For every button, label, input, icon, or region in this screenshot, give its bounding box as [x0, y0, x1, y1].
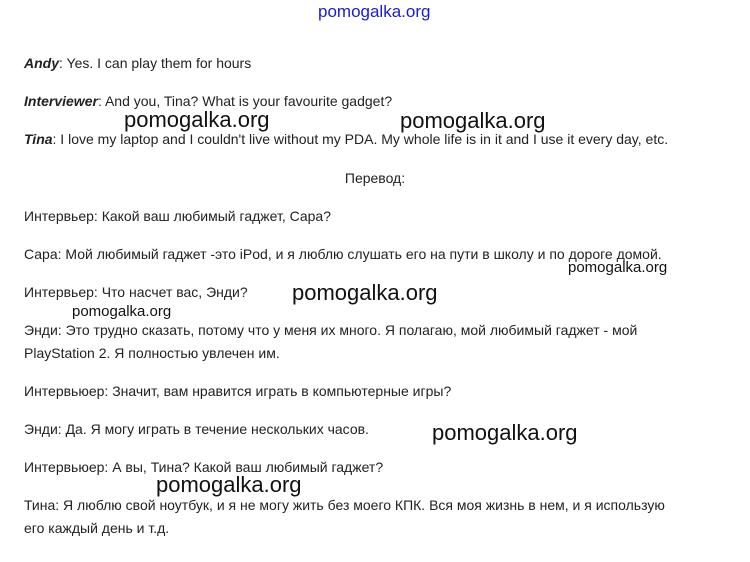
speaker-andy: Andy	[24, 55, 59, 71]
watermark: pomogalka.org	[292, 280, 438, 305]
line-text: : Yes. I can play them for hours	[59, 55, 252, 71]
translation-line: Тина: Я люблю свой ноутбук, и я не могу жить без моего КПК. Вся моя жизнь в нем, и я использую	[24, 497, 665, 513]
watermark: pomogalka.org	[72, 303, 172, 320]
english-line-andy	[24, 54, 251, 72]
watermark: pomogalka.org	[568, 259, 668, 276]
watermark: pomogalka.org	[156, 472, 302, 497]
watermark: pomogalka.org	[124, 107, 270, 132]
watermark-top: pomogalka.org	[318, 2, 431, 21]
line-text: : And you, Tina? What is your favourite gadget?	[97, 93, 393, 109]
translation-line: Сара: Мой любимый гаджет -это iPod, и я люблю слушать его на пути в школу и по дороге домой.	[24, 246, 662, 262]
translation-line: Интервьер: Какой ваш любимый гаджет, Сара?	[24, 208, 332, 224]
translation-heading: Перевод:	[344, 170, 406, 186]
translation-line: Интервьюер: А вы, Тина? Какой ваш любимый гаджет?	[24, 459, 384, 475]
translation-line: Энди: Это трудно сказать, потому что у меня их много. Я полагаю, мой любимый гаджет - мой	[24, 322, 638, 338]
line-text: : I love my laptop and I couldn't live without my PDA. My whole life is in it and I use it every day, etc.	[52, 131, 669, 147]
watermark: pomogalka.org	[432, 420, 578, 445]
translation-line: PlayStation 2. Я полностью увлечен им.	[24, 345, 280, 361]
speaker-interviewer: Interviewer	[24, 93, 98, 109]
watermark: pomogalka.org	[400, 108, 546, 133]
english-line-tina	[24, 130, 668, 148]
translation-line: Интервьер: Что насчет вас, Энди?	[24, 284, 248, 300]
translation-line: Энди: Да. Я могу играть в течение нескольких часов.	[24, 421, 369, 437]
translation-line: Интервьюер: Значит, вам нравится играть в компьютерные игры?	[24, 383, 452, 399]
translation-line: его каждый день и т.д.	[24, 520, 170, 536]
speaker-tina: Tina	[24, 131, 53, 147]
